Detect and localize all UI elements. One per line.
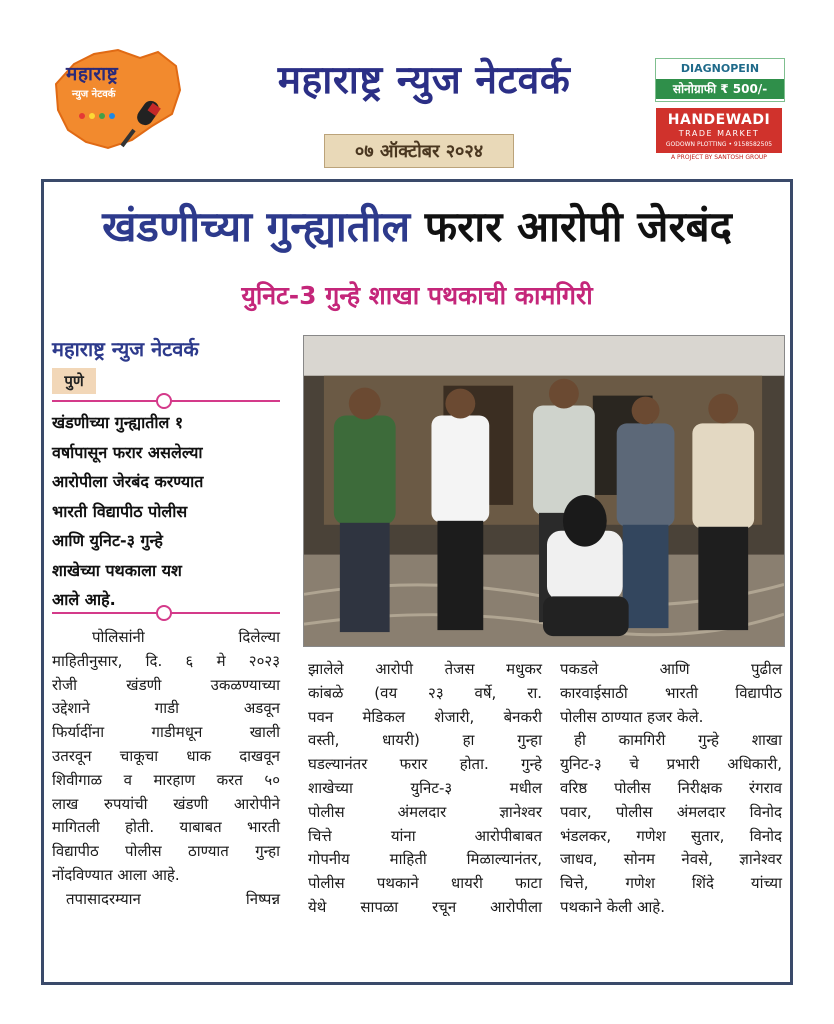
- paragraph-line: पवार, पोलीस अंमलदार विनोद: [560, 802, 782, 821]
- divider-top: [52, 400, 280, 402]
- paragraph-line: पोलीस ठाण्यात हजर केले.: [560, 707, 704, 726]
- paragraph-line: झालेले आरोपी तेजस मधुकर: [308, 660, 542, 678]
- diagnopein-ad[interactable]: [655, 58, 785, 102]
- paragraph-line: जाधव, सोनम नेवसे, ज्ञानेश्वर: [560, 850, 782, 869]
- paragraph-line: वरिष्ठ पोलीस निरीक्षक रंगराव: [560, 778, 782, 797]
- paragraph-line: पोलिसांनी दिलेल्या: [92, 628, 280, 646]
- ad-footer: A PROJECT BY SANTOSH GROUP: [656, 153, 782, 162]
- article-column-1: [52, 626, 280, 912]
- ad-title: HANDEWADI: [667, 112, 771, 128]
- paragraph-line: गोपनीय माहिती मिळाल्यानंतर,: [308, 850, 542, 869]
- handewadi-ad[interactable]: [656, 108, 782, 162]
- article-byline: महाराष्ट्र न्युज नेटवर्क: [52, 337, 199, 361]
- article-column-2: [308, 658, 542, 920]
- logo-title: महाराष्ट्र: [66, 63, 119, 85]
- intro-line: आणि युनिट-३ गुन्हे: [52, 531, 163, 550]
- paragraph-line: पोलीस अंमलदार ज्ञानेश्वर: [308, 802, 542, 821]
- paragraph-line: पवन मेडिकल शेजारी, बेनकरी: [308, 707, 542, 726]
- ad-offer: सोनोग्राफी ₹ 500/-: [656, 79, 784, 99]
- divider-ornament-icon: [156, 393, 172, 409]
- article-subheadline: युनिट-3 गुन्हे शाखा पथकाची कामगिरी: [241, 281, 593, 310]
- issue-date: ०७ ऑक्टोबर २०२४: [324, 134, 514, 168]
- paragraph-line: उतरवून चाकूचा धाक दाखवून: [52, 746, 280, 765]
- paragraph-line: युनिट-३ चे प्रभारी अधिकारी,: [560, 755, 782, 774]
- divider-bottom: [52, 612, 280, 614]
- paragraph-line: फिर्यादींना गाडीमधून खाली: [52, 723, 280, 742]
- paragraph-line: शिवीगाळ व मारहाण करत ५०: [52, 770, 280, 789]
- location-tag: पुणे: [52, 368, 96, 394]
- headline-part-1: खंडणीच्या गुन्ह्यातील: [102, 202, 411, 251]
- paragraph-line: चित्ते यांना आरोपीबाबत: [308, 826, 542, 845]
- article-intro: [52, 408, 282, 615]
- police-team-photo-icon: [304, 336, 784, 646]
- paragraph-line: पथकाने केली आहे.: [560, 897, 666, 916]
- ad-details: GODOWN PLOTTING • 9158582505: [665, 141, 773, 148]
- paragraph-line: मागितली होती. याबाबत भारती: [52, 818, 280, 837]
- headline-part-2: फरार आरोपी जेरबंद: [424, 202, 732, 251]
- masthead-logo: [48, 44, 186, 152]
- paragraph-line: चित्ते, गणेश शिंदे यांच्या: [560, 874, 782, 893]
- logo-subtitle: न्युज नेटवर्क: [72, 89, 116, 100]
- paragraph-line: घडल्यानंतर फरार होता. गुन्हे: [308, 755, 542, 774]
- paragraph-line: ही कामगिरी गुन्हे शाखा: [574, 731, 782, 750]
- paragraph-line: भंडलकर, गणेश सुतार, विनोद: [560, 826, 782, 845]
- paragraph-line: कारवाईसाठी भारती विद्यापीठ: [560, 683, 782, 702]
- paragraph-line: कांबळे (वय २३ वर्षे, रा.: [308, 683, 542, 702]
- ad-brand: DIAGNOPEIN: [680, 62, 760, 75]
- article-photo: [303, 335, 785, 647]
- ad-subtitle: TRADE MARKET: [678, 129, 760, 138]
- masthead-title: महाराष्ट्र न्युज नेटवर्क: [277, 58, 571, 103]
- article-headline: [52, 192, 782, 262]
- intro-line: आले आहे.: [52, 590, 116, 609]
- intro-line: भारती विद्यापीठ पोलीस: [52, 501, 188, 521]
- paragraph-line: रोजी खंडणी उकळण्याच्या: [52, 675, 280, 694]
- paragraph-line: माहितीनुसार, दि. ६ मे २०२३: [52, 651, 280, 670]
- paragraph-line: तपासादरम्यान निष्पन्न: [66, 889, 280, 908]
- intro-line: वर्षापासून फरार असलेल्या: [52, 442, 203, 462]
- paragraph-line: नोंदविण्यात आला आहे.: [52, 865, 180, 884]
- paragraph-line: पोलीस पथकाने धायरी फाटा: [308, 874, 542, 893]
- intro-line: शाखेच्या पथकाला यश: [52, 560, 182, 580]
- paragraph-line: पकडले आणि पुढील: [560, 660, 782, 678]
- divider-ornament-icon: [156, 605, 172, 621]
- paragraph-line: शाखेच्या युनिट-३ मधील: [308, 778, 542, 797]
- paragraph-line: वस्ती, धायरी) हा गुन्हा: [308, 731, 542, 750]
- intro-line: खंडणीच्या गुन्ह्यातील १: [52, 413, 184, 432]
- paragraph-line: लाख रुपयांची खंडणी आरोपीने: [52, 794, 280, 813]
- paragraph-line: येथे सापळा रचून आरोपीला: [308, 897, 542, 916]
- paragraph-line: उद्देशाने गाडी अडवून: [52, 699, 280, 718]
- article-column-3: [560, 658, 782, 920]
- paragraph-line: विद्यापीठ पोलीस ठाण्यात गुन्हा: [52, 842, 280, 861]
- intro-line: आरोपीला जेरबंद करण्यात: [52, 472, 204, 491]
